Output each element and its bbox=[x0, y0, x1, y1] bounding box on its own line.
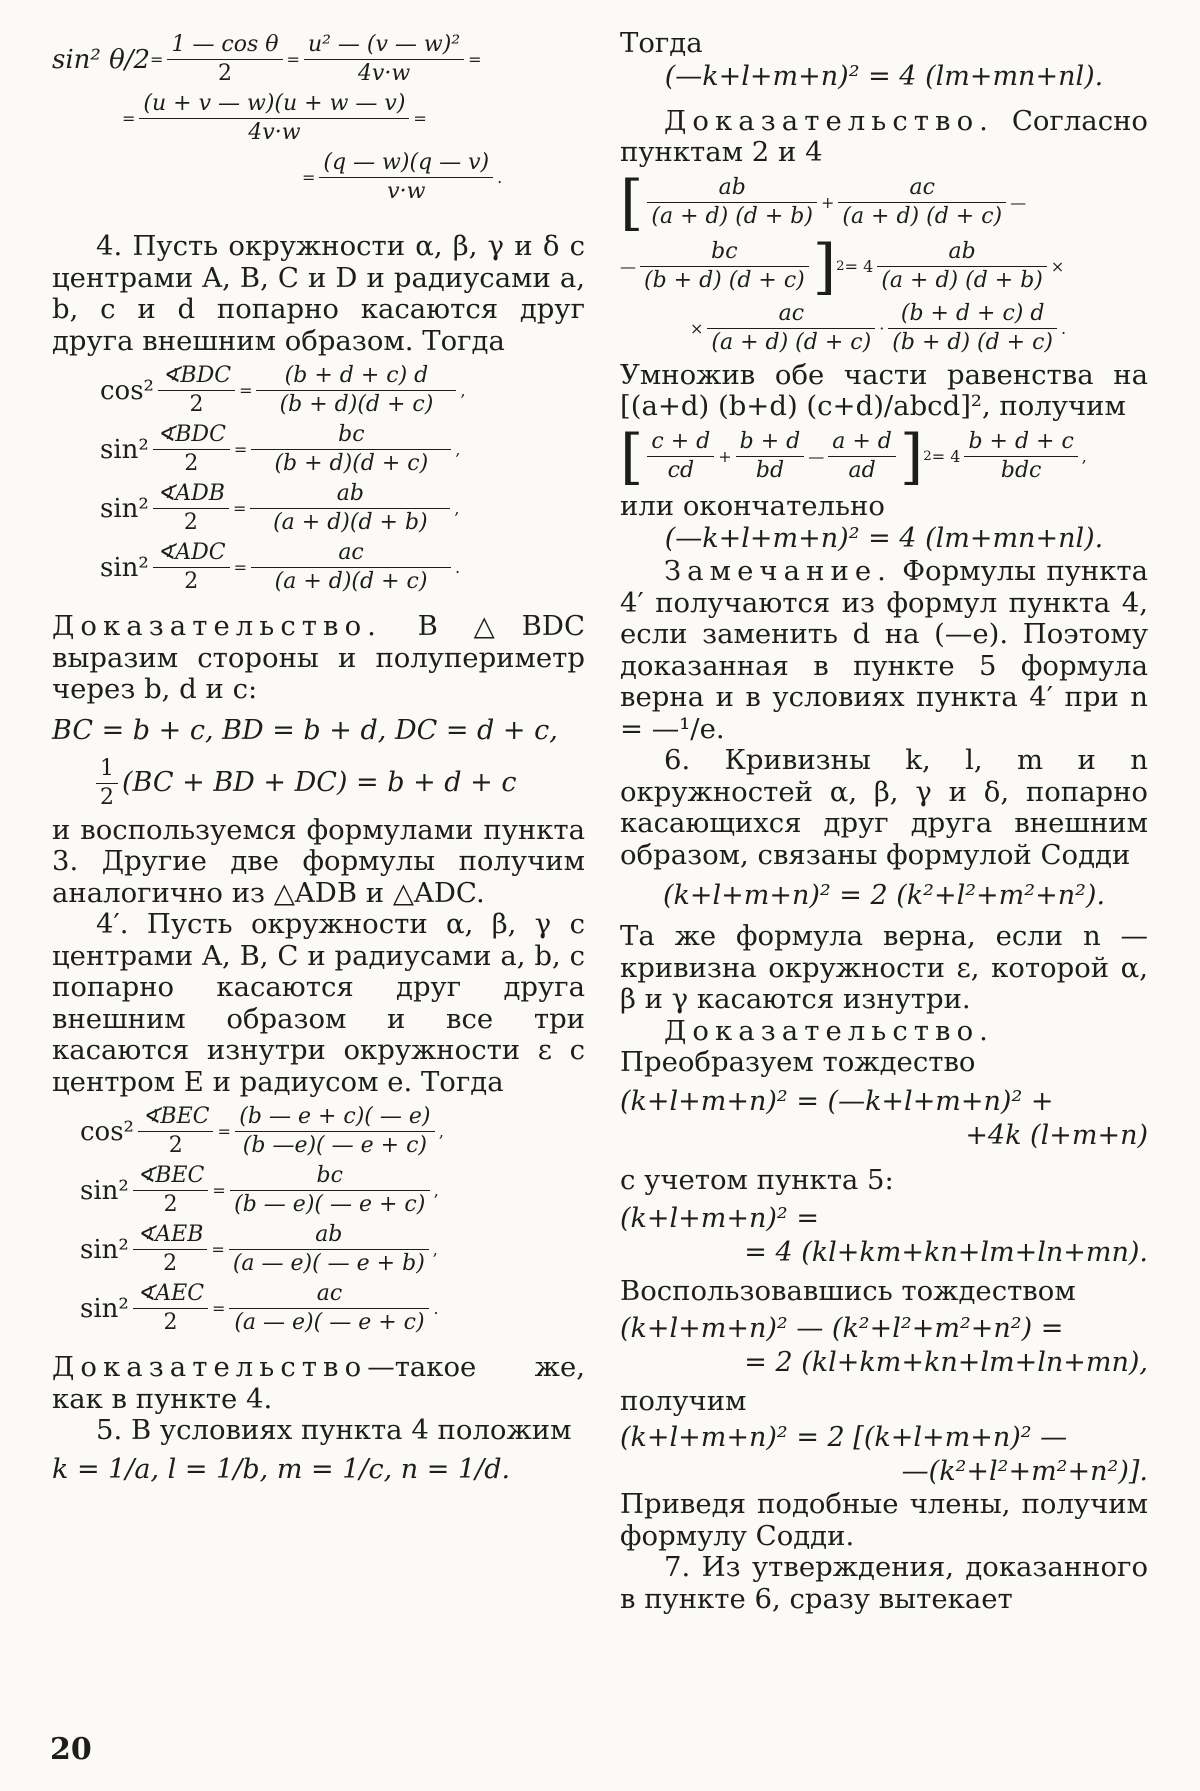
value-fraction: $\frac{ac}{(a — e)( — e + c)}$ bbox=[229, 1281, 429, 1336]
proof-heading: Доказательство bbox=[52, 1351, 368, 1383]
proof-heading: Доказательство. bbox=[664, 104, 994, 137]
fraction: $\frac{1}{2}$ bbox=[96, 756, 118, 811]
fraction: $\frac{ac}{(a + d) (d + c)}$ bbox=[707, 301, 875, 356]
fraction: $\frac{b + d}{bd}$ bbox=[736, 429, 805, 484]
value-fraction: $\frac{ab}{(a + d)(d + b)}$ bbox=[250, 481, 450, 536]
fraction: $\frac{(b + d + c) d}{(b + d) (d + c)}$ bbox=[888, 301, 1057, 356]
fraction: $\frac{a + d}{ad}$ bbox=[828, 429, 896, 484]
right-column bbox=[620, 28, 1148, 1615]
result-line-1: (k+l+m+n)² = bbox=[620, 1203, 819, 1234]
get-line-2: —(k²+l²+m²+n²)]. bbox=[901, 1456, 1148, 1487]
trig-function: sin² bbox=[100, 434, 149, 465]
curvature-definitions: k = 1/a, l = 1/b, m = 1/c, n = 1/d. bbox=[52, 1453, 511, 1485]
remark: Замечание. Формулы пункта 4′ получаются из формул пункта 4, если заменить d на (—e). Поэтому доказанная в пункте 5 формула верна и в условиях пункта 4′ при n = —¹/e. bbox=[620, 555, 1148, 745]
sin-theta-lhs: sin² θ/2 bbox=[52, 44, 151, 75]
formula-row: sin² $\frac{\text{∢BEC}}{2}$ = $\frac{bc}{(b — e)( — e + c)}$ , bbox=[80, 1163, 439, 1217]
angle-fraction: $\frac{\text{∢BEC}}{2}$ bbox=[138, 1104, 214, 1159]
fraction: $\frac{(u + v — w)(u + w — v)}{4v\cdot w}$ bbox=[139, 91, 409, 146]
trig-function: sin² bbox=[80, 1175, 129, 1206]
bring-text: Приведя подобные члены, получим формулу Содди. bbox=[620, 1488, 1148, 1552]
value-fraction: $\frac{(b + d + c) d}{(b + d)(d + c)}$ bbox=[256, 363, 456, 418]
angle-fraction: $\frac{\text{∢AEB}}{2}$ bbox=[133, 1222, 208, 1277]
formula-row: cos² $\frac{\text{∢BEC}}{2}$ = $\frac{(b — e + c)( — e)}{(b —e)( — e + c)}$ , bbox=[80, 1104, 444, 1158]
angle-fraction: $\frac{\text{∢BEC}}{2}$ bbox=[133, 1163, 209, 1218]
paragraph-4-prime: 4′. Пусть окружности α, β, γ с центрами A, B, C и радиусами a, b, c попарно касаются друг друга внешним образом и все три касаются изнутри окружности ε с центром E и радиусом e. Тогда bbox=[52, 908, 585, 1098]
proof-4: Доказательство. В △BDC выразим стороны и полупериметр через b, d и c: bbox=[52, 610, 585, 705]
then-word: Тогда bbox=[620, 27, 703, 59]
paragraph-6: 6. Кривизны k, l, m и n окружностей α, β, γ и δ, попарно касающихся друг друга внешним образом, связаны формулой Содди bbox=[620, 744, 1148, 871]
big-bracket-equation: [ $\frac{ab}{(a + d) (d + b)}$ + $\frac{ac}{(a + d) (d + c)}$ — — $\frac{bc}{(b + d) (d + c)}$ ] 2 = 4 $\frac{ab}{(a + d) (d + b)}$ × × $\frac{ac}{(a + d) (d + c)}$ · $\frac{(b + d + c) d}{(b + d) (d + c)}$ . bbox=[620, 167, 1067, 355]
proof-heading: Доказательство. bbox=[664, 1014, 994, 1047]
bracket-equation: [ $\frac{c + d}{cd}$ + $\frac{b + d}{bd}$ — $\frac{a + d}{ad}$ ] 2 = 4 $\frac{b + d + c}{\text{bdc}}$ , bbox=[620, 421, 1087, 492]
using-identity: Воспользовавшись тождеством bbox=[620, 1275, 1076, 1307]
fraction: $\frac{ac}{(a + d) (d + c)}$ bbox=[838, 175, 1006, 230]
trig-function: sin² bbox=[80, 1234, 129, 1265]
identity2-line-1: (k+l+m+n)² — (k²+l²+m²+n²) = bbox=[620, 1312, 1064, 1344]
formulas-4 bbox=[52, 363, 585, 595]
formula-row: cos² $\frac{\text{∢BDC}}{2}$ = $\frac{(b + d + c) d}{(b + d)(d + c)}$ , bbox=[100, 363, 466, 417]
angle-fraction: $\frac{\text{∢AEC}}{2}$ bbox=[133, 1281, 208, 1336]
paragraph-4: 4. Пусть окружности α, β, γ и δ с центрами A, B, C и D и радиусами a, b, c и d попарно касаются друг друга внешним образом. Тогда bbox=[52, 230, 585, 357]
or-final: или окончательно bbox=[620, 489, 885, 522]
trig-function: sin² bbox=[100, 493, 149, 524]
fraction: $\frac{bc}{(b + d) (d + c)}$ bbox=[640, 239, 809, 294]
fraction: $\frac{\text{u² — (v — w)²}}{4v\cdot w}$ bbox=[304, 32, 464, 87]
value-fraction: $\frac{ab}{(a — e)( — e + b)}$ bbox=[229, 1222, 429, 1277]
proof-4-prime: Доказательство—такое же, как в пункте 4. bbox=[52, 1351, 585, 1415]
fraction: $\frac{b + d + c}{\text{bdc}}$ bbox=[964, 429, 1077, 484]
proof-heading: Доказательство. bbox=[52, 610, 382, 642]
value-fraction: $\frac{ac}{(a + d)(d + c)}$ bbox=[251, 540, 451, 595]
paragraph-7: 7. Из утверждения, доказанного в пункте 6, сразу вытекает bbox=[620, 1551, 1148, 1615]
formula-row: sin² $\frac{\text{∢ADC}}{2}$ = $\frac{ac}{(a + d)(d + c)}$ . bbox=[100, 540, 461, 594]
angle-fraction: $\frac{\text{∢BDC}}{2}$ bbox=[158, 363, 235, 418]
value-fraction: $\frac{bc}{(b — e)( — e + c)}$ bbox=[230, 1163, 430, 1218]
formula-row: sin² $\frac{\text{∢AEB}}{2}$ = $\frac{ab}{(a — e)( — e + b)}$ , bbox=[80, 1222, 438, 1276]
final-equation: (—k+l+m+n)² = 4 (lm+mn+nl). bbox=[664, 523, 1104, 554]
get-word: получим bbox=[620, 1384, 747, 1417]
proof-6: Доказательство. Преобразуем тождество bbox=[620, 1014, 994, 1078]
trig-function: sin² bbox=[100, 552, 149, 583]
fraction: $\frac{c + d}{cd}$ bbox=[647, 429, 714, 484]
fraction: $\frac{ab}{(a + d) (d + b)}$ bbox=[647, 175, 817, 230]
paragraph-5: 5. В условиях пункта 4 положим bbox=[96, 1414, 572, 1446]
value-fraction: $\frac{(b — e + c)( — e)}{(b —e)( — e + c)}$ bbox=[235, 1104, 435, 1159]
proof-4-tail: и воспользуемся формулами пункта 3. Другие две формулы получим аналогично из △ADB и △ADC. bbox=[52, 813, 585, 909]
value-fraction: $\frac{bc}{(b + d)(d + c)}$ bbox=[251, 422, 451, 477]
multiply-text: Умножив обе части равенства на [(a+d) (b+d) (c+d)/abcd]², получим bbox=[620, 358, 1148, 422]
angle-fraction: $\frac{\text{∢ADC}}{2}$ bbox=[153, 540, 230, 595]
proof-5: Доказательство. Согласно пунктам 2 и 4 bbox=[620, 104, 1148, 168]
identity2-line-2: = 2 (kl+km+kn+lm+ln+mn), bbox=[744, 1346, 1148, 1378]
sides-equation: BC = b + c, BD = b + d, DC = d + c, bbox=[52, 714, 558, 746]
formulas-4-prime bbox=[52, 1104, 585, 1336]
formula-row: sin² $\frac{\text{∢AEC}}{2}$ = $\frac{ac}{(a — e)( — e + c)}$ . bbox=[80, 1281, 439, 1335]
get-line-1: (k+l+m+n)² = 2 [(k+l+m+n)² — bbox=[620, 1422, 1068, 1453]
formula-row: sin² $\frac{\text{∢ADB}}{2}$ = $\frac{ab}{(a + d)(d + b)}$ , bbox=[100, 481, 460, 535]
formula-row: sin² $\frac{\text{∢BDC}}{2}$ = $\frac{bc}{(b + d)(d + c)}$ , bbox=[100, 422, 461, 476]
equation-5: (—k+l+m+n)² = 4 (lm+mn+nl). bbox=[664, 60, 1104, 92]
left-column bbox=[52, 28, 585, 1487]
fraction: $\frac{\text{1 — cos θ}}{2}$ bbox=[167, 32, 282, 87]
result-line-2: = 4 (kl+km+kn+lm+ln+mn). bbox=[744, 1237, 1148, 1268]
sin-theta-derivation: sin² θ/2 = $\frac{\text{1 — cos θ}}{2}$ = $\frac{\text{u² — (v — w)²}}{4v\cdot w}$ = = $\frac{(u + v — w)(u + w — v)}{4v\cdot w}$ = = $\frac{(q — w)(q — v)}{v\cdot w}$ . bbox=[52, 32, 503, 204]
trig-function: sin² bbox=[80, 1293, 129, 1324]
half-perimeter-equation: $\frac{1}{2}$ (BC + BD + DC) = b + d + c bbox=[52, 756, 585, 811]
trig-function: cos² bbox=[100, 375, 154, 406]
angle-fraction: $\frac{\text{∢BDC}}{2}$ bbox=[153, 422, 230, 477]
page-number: 20 bbox=[50, 1732, 92, 1767]
with-point-5: с учетом пункта 5: bbox=[620, 1163, 894, 1196]
trig-function: cos² bbox=[80, 1116, 134, 1147]
identity-line-1: (k+l+m+n)² = (—k+l+m+n)² + bbox=[620, 1085, 1054, 1117]
fraction: $\frac{ab}{(a + d) (d + b)}$ bbox=[877, 239, 1047, 294]
soddy-formula: (k+l+m+n)² = 2 (k²+l²+m²+n²). bbox=[662, 880, 1106, 911]
identity-line-2: +4k (l+m+n) bbox=[965, 1119, 1148, 1151]
angle-fraction: $\frac{\text{∢ADB}}{2}$ bbox=[153, 481, 229, 536]
fraction: $\frac{(q — w)(q — v)}{v\cdot w}$ bbox=[319, 150, 493, 205]
remark-heading: Замечание. bbox=[664, 555, 892, 587]
same-formula-text: Та же формула верна, если n — кривизна окружности ε, которой α, β и γ касаются изнутри. bbox=[620, 920, 1148, 1015]
